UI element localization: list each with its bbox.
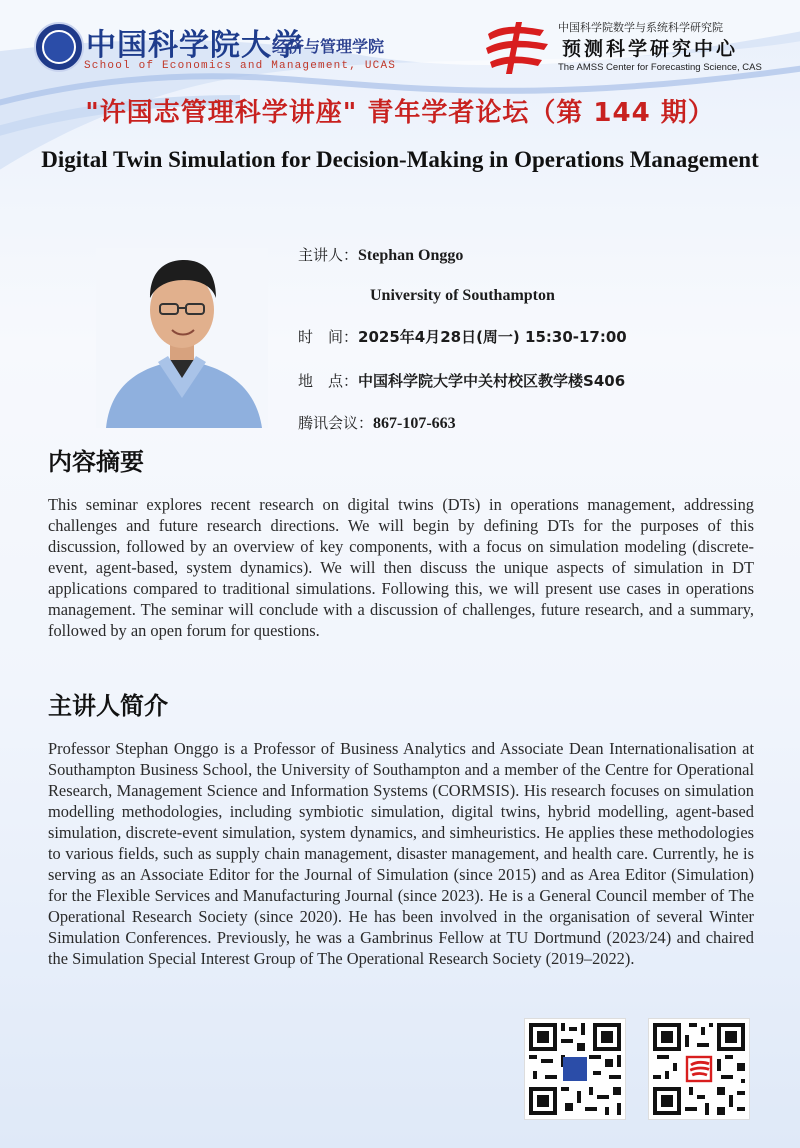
qr-code-icon	[648, 1018, 750, 1120]
speaker-photo	[96, 248, 268, 428]
ucas-emblem-icon	[34, 22, 84, 72]
amss-center-cn: 预测科学研究中心	[562, 38, 739, 60]
talk-title: Digital Twin Simulation for Decision-Making in Operations Management	[41, 147, 759, 172]
amss-institute-cn: 中国科学院数学与系统科学研究院	[558, 21, 723, 34]
header-logos	[0, 0, 800, 90]
meeting-id: 867-107-663	[373, 415, 456, 432]
qr-code-icon	[524, 1018, 626, 1120]
place-value: 中国科学院大学中关村校区教学楼S406	[358, 372, 626, 390]
school-name-en: School of Economics and Management, UCAS	[84, 60, 397, 72]
speaker-row	[298, 244, 463, 265]
place-label: 地 点：	[298, 372, 359, 390]
time-row	[298, 326, 627, 347]
ucas-name: 中国科学院大学	[86, 28, 303, 63]
bio-text: Professor Stephan Onggo is a Professor of Business Analytics and Associate Dean Internationalisation at Southampton Business School, the University of Southampton and a member of the Centre for Operational Research, Management Science and Information Systems (CORMSIS). His research focuses on simulation modelling methodologies, including symbiotic simulation, digital twins, hybrid modelling, agent-based simulation, discrete-event simulation, system dynamics, and simheuristics. He applies these methodologies to various fields, such as supply chain management, disaster management, and health care. Currently, he is serving as an Associate Editor for the Journal of Simulation (since 2015) and as Area Editor (Simulation) for the Flexible Services and Manufacturing Journal (since 2023). He is a General Council member of The Operational Research Society (since 2020). He has been involved in the organisation of several Winter Simulation Conferences. Previously, he was a Gambrinus Fellow at TU Dortmund (2023/24) and chaired the Simulation Special Interest Group of The Operational Research Society (2019–2022).	[48, 739, 754, 968]
speaker-name: Stephan Onggo	[358, 247, 464, 264]
time-label: 时 间：	[298, 328, 359, 346]
affiliation-row	[370, 286, 555, 305]
meeting-row	[298, 412, 456, 433]
speaker-label: 主讲人：	[298, 246, 359, 264]
meeting-label: 腾讯会议：	[298, 414, 374, 432]
amss-logo-icon	[482, 20, 552, 76]
abstract-heading: 内容摘要	[48, 448, 144, 476]
time-value: 2025年4月28日(周一) 15:30-17:00	[358, 328, 627, 346]
amss-center-en: The AMSS Center for Forecasting Science, CAS	[558, 62, 762, 73]
abstract-text: This seminar explores recent research on digital twins (DTs) in operations management, addressing challenges and future research directions. We will begin by defining DTs for the purposes of this discussion, followed by an overview of key components, with a focus on simulation modeling (discrete-event, agent-based, system dynamics). We will then discuss the unique aspects of simulation in DT applications compared to traditional simulations. Following this, we will present use cases in operations management. The seminar will conclude with a discussion of challenges, future research, and a summary, followed by an open forum for questions.	[48, 495, 754, 640]
speaker-affiliation: University of Southampton	[370, 287, 555, 304]
place-row	[298, 370, 625, 391]
bio-heading: 主讲人简介	[48, 692, 168, 720]
school-name-cn: 经济与管理学院	[272, 37, 385, 56]
forum-title: "许国志管理科学讲座" 青年学者论坛（第 144 期）	[85, 98, 715, 128]
